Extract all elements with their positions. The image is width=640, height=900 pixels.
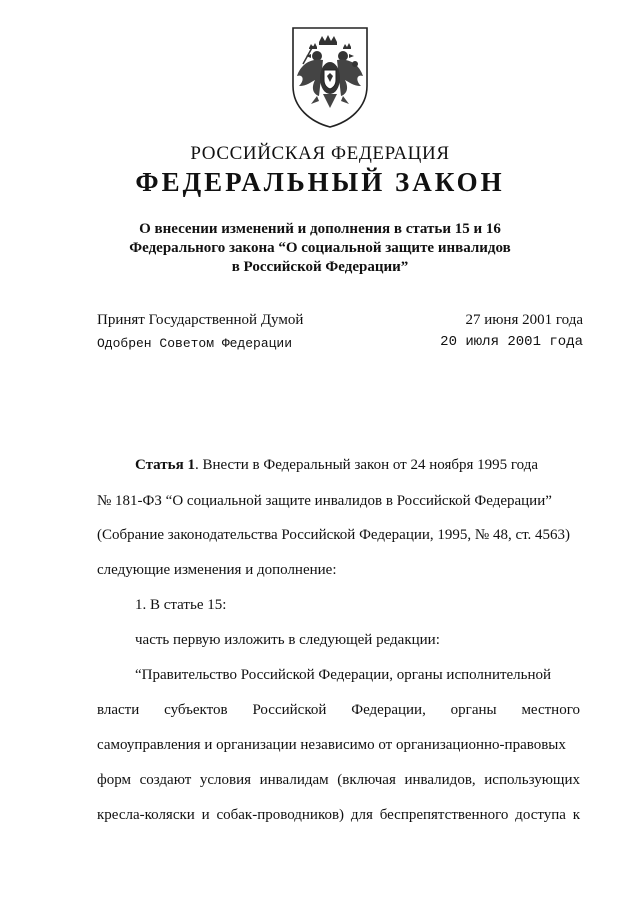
article-line: кресла-коляски и собак-проводников) для беспрепятственного доступа к bbox=[97, 807, 580, 823]
article-line: власти субъектов Российской Федерации, органы местного bbox=[97, 702, 580, 718]
adoption-label: Принят Государственной Думой bbox=[97, 312, 304, 328]
country-heading: РОССИЙСКАЯ ФЕДЕРАЦИЯ bbox=[190, 143, 450, 164]
law-title-line: Федерального закона “О социальной защите инвалидов bbox=[129, 240, 511, 256]
document-type-heading: ФЕДЕРАЛЬНЫЙ ЗАКОН bbox=[135, 167, 505, 197]
article-line: самоуправления и организации независимо от организационно-правовых bbox=[97, 737, 566, 753]
law-title-line: О внесении изменений и дополнения в статьи 15 и 16 bbox=[139, 221, 501, 237]
article-line: следующие изменения и дополнение: bbox=[97, 562, 337, 578]
law-title-line: в Российской Федерации” bbox=[231, 259, 409, 275]
article-text: . Внести в Федеральный закон от 24 ноября 1995 года bbox=[194, 457, 539, 473]
article-line: “Правительство Российской Федерации, органы исполнительной bbox=[135, 667, 552, 683]
article-line: № 181-ФЗ “О социальной защите инвалидов в Российской Федерации” bbox=[97, 493, 552, 509]
adoption-label: Одобрен Советом Федерации bbox=[97, 336, 293, 351]
article-line bbox=[135, 457, 580, 474]
article-line: 1. В статье 15: bbox=[135, 597, 227, 613]
article-line: (Собрание законодательства Российской Федерации, 1995, № 48, ст. 4563) bbox=[97, 527, 571, 543]
law-title bbox=[0, 220, 640, 277]
article-line: часть первую изложить в следующей редакции: bbox=[135, 632, 440, 648]
coat-of-arms-icon bbox=[289, 24, 371, 130]
article-heading: Статья 1 bbox=[135, 457, 195, 473]
adoption-date: 20 июля 2001 года bbox=[440, 334, 583, 350]
article-line: форм создают условия инвалидам (включая инвалидов, использующих bbox=[97, 772, 580, 788]
adoption-date: 27 июня 2001 года bbox=[465, 312, 583, 328]
